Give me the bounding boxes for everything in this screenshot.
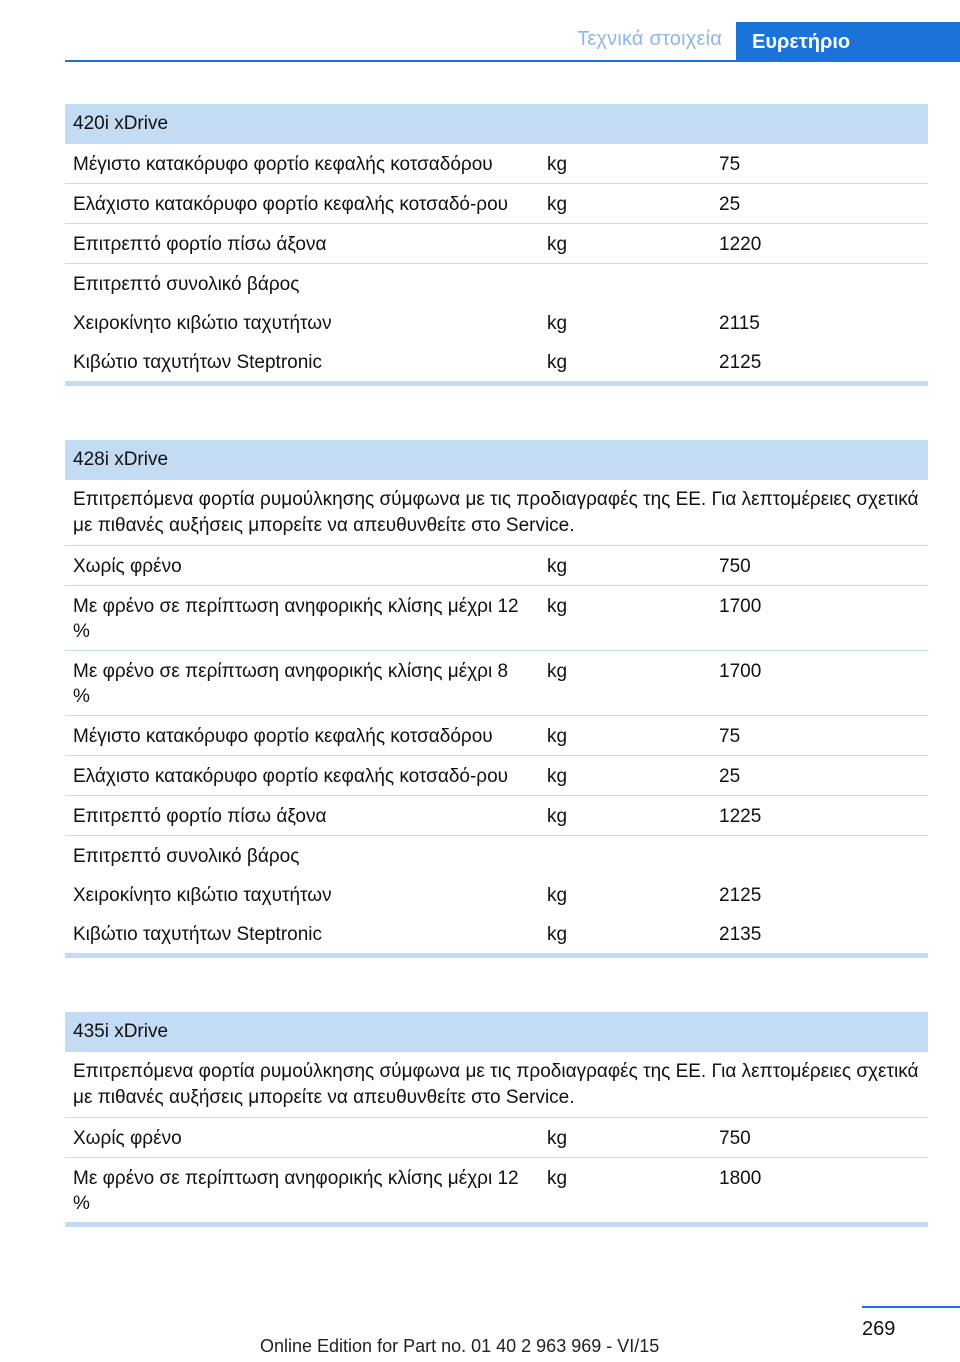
- table-row: Με φρένο σε περίπτωση ανηφορικής κλίσης μέχρι 8 % kg 1700: [65, 651, 928, 716]
- table-row: Χωρίς φρένο kg 750: [65, 1118, 928, 1158]
- table-row: Κιβώτιο ταχυτήτων Steptronic kg 2135: [73, 924, 762, 945]
- table-row: Με φρένο σε περίπτωση ανηφορικής κλίσης μέχρι 12 % kg 1700: [65, 586, 928, 651]
- table-row: Επιτρεπτό συνολικό βάρος: [73, 274, 300, 295]
- page-header: [0, 0, 960, 62]
- table-end-bar: [65, 953, 928, 958]
- footer-rule: [862, 1306, 960, 1308]
- spec-table-420i: [65, 104, 928, 386]
- table-row: Επιτρεπτό συνολικό βάρος: [73, 846, 300, 867]
- table-end-bar: [65, 1222, 928, 1227]
- table-row: Επιτρεπτό φορτίο πίσω άξονα kg 1225: [65, 796, 928, 836]
- edition-footer: Online Edition for Part no. 01 40 2 963 969 - VI/15: [260, 1336, 660, 1356]
- table-row: Ελάχιστο κατακόρυφο φορτίο κεφαλής κοτσαδό-ρου kg 25: [65, 184, 928, 224]
- table-row: Με φρένο σε περίπτωση ανηφορικής κλίσης μέχρι 12 % kg 1800: [73, 1168, 762, 1214]
- table-row: Μέγιστο κατακόρυφο φορτίο κεφαλής κοτσαδόρου kg 75: [65, 144, 928, 184]
- header-rule: [65, 60, 960, 62]
- table-row: Ελάχιστο κατακόρυφο φορτίο κεφαλής κοτσαδό-ρου kg 25: [65, 756, 928, 796]
- table-row: Κιβώτιο ταχυτήτων Steptronic kg 2125: [73, 352, 762, 373]
- table-row: Χωρίς φρένο kg 750: [65, 546, 928, 586]
- page-number: 269: [862, 1318, 896, 1340]
- spec-table-435i: [65, 1012, 928, 1227]
- table-end-bar: [65, 381, 928, 386]
- table-note: Επιτρεπόμενα φορτία ρυμούλκησης σύμφωνα με τις προδιαγραφές της ΕΕ. Για λεπτομέρειες σχετικά με πιθανές αυξήσεις μπορείτε να απευθυνθείτε στο Service.: [65, 1052, 928, 1118]
- table-title: 428i xDrive: [65, 440, 928, 480]
- table-row: Επιτρεπτό φορτίο πίσω άξονα kg 1220: [65, 224, 928, 264]
- table-row: Μέγιστο κατακόρυφο φορτίο κεφαλής κοτσαδόρου kg 75: [65, 716, 928, 756]
- tab-index[interactable]: Ευρετήριο: [736, 22, 960, 62]
- table-title: 420i xDrive: [65, 104, 928, 144]
- table-title: 435i xDrive: [65, 1012, 928, 1052]
- spec-table-428i: [65, 440, 928, 958]
- tab-technical-data[interactable]: Τεχνικά στοιχεία: [577, 28, 722, 50]
- table-row: Χειροκίνητο κιβώτιο ταχυτήτων kg 2115: [73, 313, 760, 334]
- table-row: Χειροκίνητο κιβώτιο ταχυτήτων kg 2125: [73, 885, 762, 906]
- table-note: Επιτρεπόμενα φορτία ρυμούλκησης σύμφωνα με τις προδιαγραφές της ΕΕ. Για λεπτομέρειες σχετικά με πιθανές αυξήσεις μπορείτε να απευθυνθείτε στο Service.: [65, 480, 928, 546]
